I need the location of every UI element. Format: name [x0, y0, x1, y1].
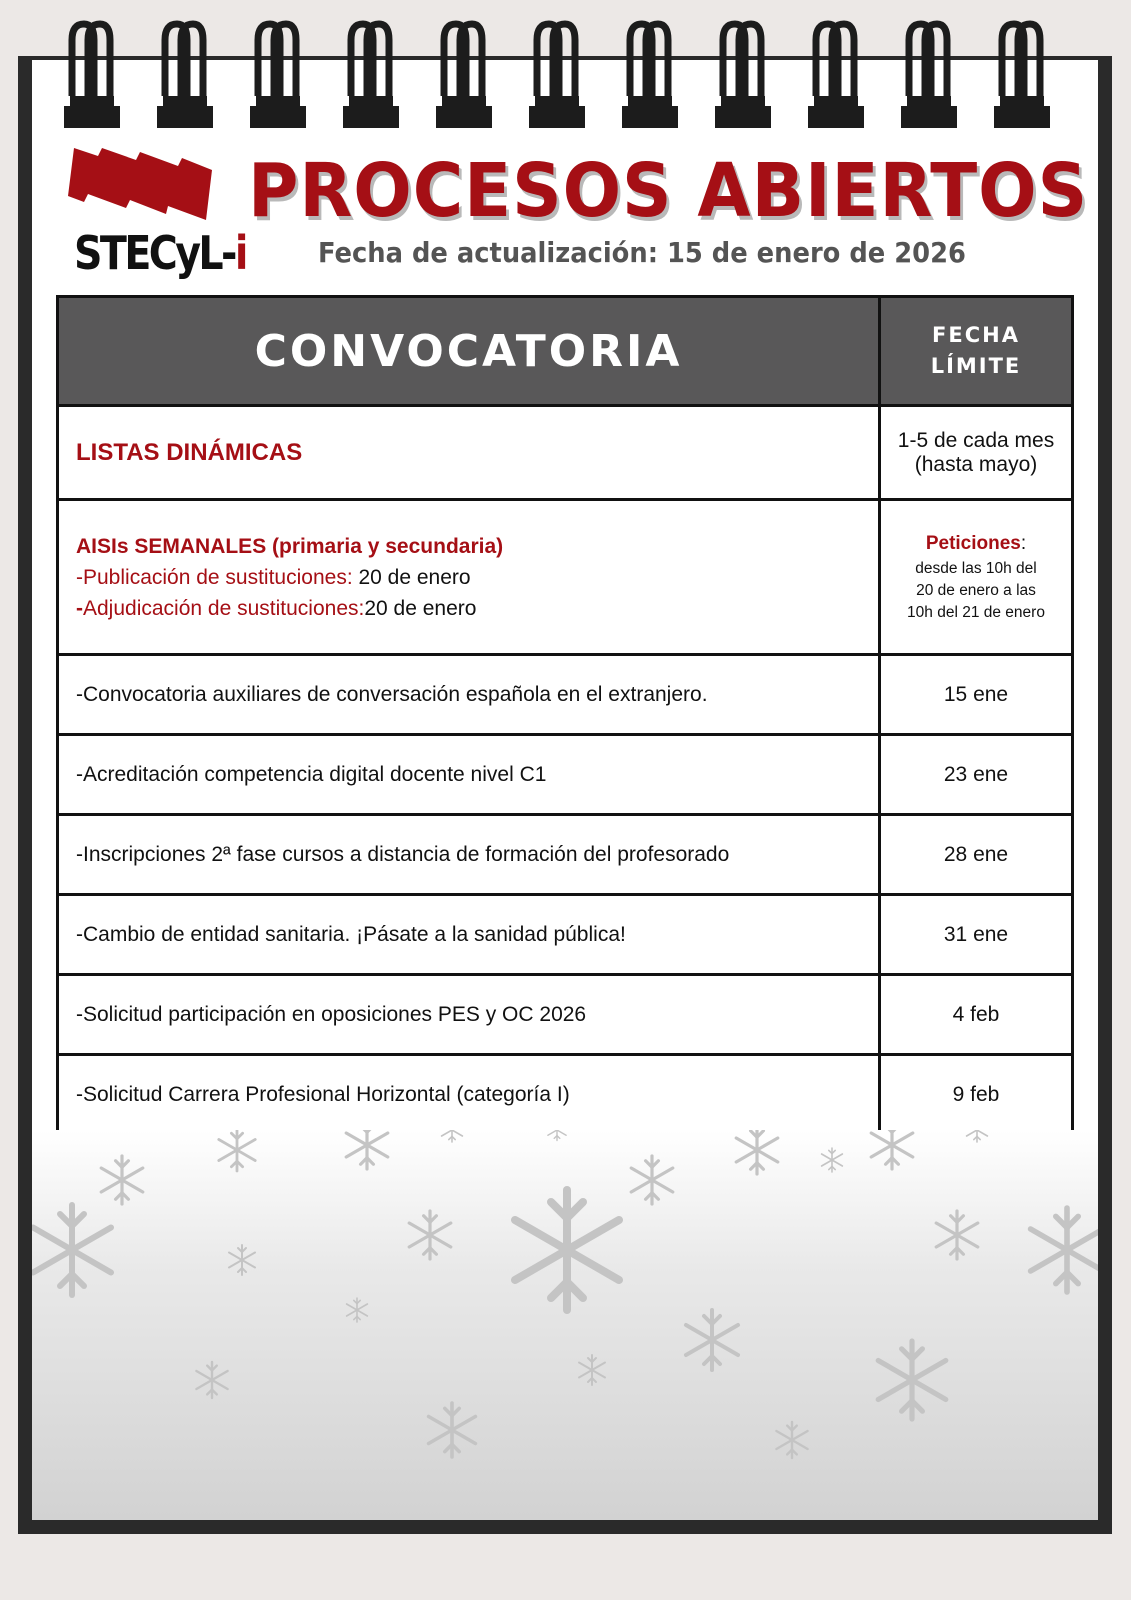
- header-convocatoria: CONVOCATORIA: [58, 297, 880, 406]
- row-text: -Solicitud Carrera Profesional Horizontal (categoría I): [58, 1055, 880, 1135]
- listas-dinamicas-cell: LISTAS DINÁMICAS: [58, 406, 880, 500]
- table-row: [58, 815, 1073, 895]
- row-text: -Inscripciones 2ª fase cursos a distancia de formación del profesorado: [58, 815, 880, 895]
- listas-dinamicas-date: 1-5 de cada mes (hasta mayo): [880, 406, 1073, 500]
- binding-ring-icon: [899, 18, 959, 134]
- page-title: PROCESOS ABIERTOS: [248, 148, 1089, 234]
- row-text: -Solicitud participación en oposiciones PES y OC 2026: [58, 975, 880, 1055]
- binding-ring-icon: [155, 18, 215, 134]
- row-date: 31 ene: [880, 895, 1073, 975]
- row-date: 23 ene: [880, 735, 1073, 815]
- header-fecha-limite: FECHA LÍMITE: [880, 297, 1073, 406]
- row-text: -Convocatoria auxiliares de conversación española en el extranjero.: [58, 655, 880, 735]
- binding-ring-icon: [341, 18, 401, 134]
- table-row: [58, 895, 1073, 975]
- binding-ring-icon: [434, 18, 494, 134]
- row-date: 28 ene: [880, 815, 1073, 895]
- row-date: 9 feb: [880, 1055, 1073, 1135]
- logo-wordmark: STECyL-i: [74, 226, 246, 280]
- table-row: [58, 735, 1073, 815]
- processes-table: [56, 295, 1074, 1136]
- row-date: 15 ene: [880, 655, 1073, 735]
- snowflakes-decoration-icon: [32, 1130, 1098, 1520]
- table-row: [58, 1055, 1073, 1135]
- binding-ring-icon: [806, 18, 866, 134]
- table-row: [58, 655, 1073, 735]
- binding-ring-icon: [620, 18, 680, 134]
- aisis-date: Peticiones: desde las 10h del 20 de enero a las 10h del 21 de enero: [880, 500, 1073, 655]
- binding-ring-icon: [62, 18, 122, 134]
- aisis-cell: AISIs SEMANALES (primaria y secundaria) -Publicación de sustituciones: 20 de enero -Adjudicación de sustituciones:20 de enero: [58, 500, 880, 655]
- table-row: [58, 406, 1073, 500]
- table-header: [58, 297, 1073, 406]
- table-row: [58, 500, 1073, 655]
- update-date: Fecha de actualización: 15 de enero de 2026: [318, 236, 966, 269]
- binding-ring-icon: [992, 18, 1052, 134]
- row-text: -Acreditación competencia digital docente nivel C1: [58, 735, 880, 815]
- binding-ring-icon: [713, 18, 773, 134]
- table-row: [58, 975, 1073, 1055]
- row-text: -Cambio de entidad sanitaria. ¡Pásate a la sanidad pública!: [58, 895, 880, 975]
- binding-ring-icon: [527, 18, 587, 134]
- row-date: 4 feb: [880, 975, 1073, 1055]
- binding-ring-icon: [248, 18, 308, 134]
